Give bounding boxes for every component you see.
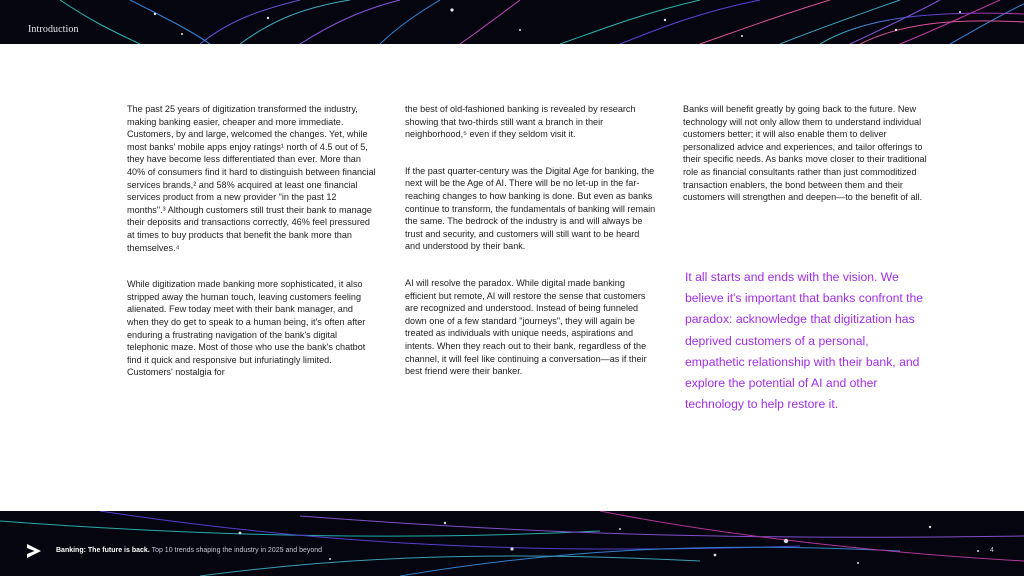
paragraph: the best of old-fashioned banking is revealed by research showing that two-thirds still want a branch in their neighborhood,⁵ even if they seldom visit it. — [405, 104, 636, 140]
body-column-3 — [683, 103, 927, 228]
section-label: Introduction — [28, 24, 79, 35]
body-column-2 — [405, 103, 657, 402]
footer-title — [56, 547, 322, 554]
footer-light-trails — [0, 511, 1024, 576]
paragraph: AI will resolve the paradox. While digital made banking efficient but remote, AI will restore the sense that customers are recognized and understood. Instead of being funneled down one of a few standard "journeys", they will again be treated as individuals with unique needs, aspirations and intents. When they reach out to their bank, regardless of the channel, it will feel like continuing a conversation—as if their best friend were their banker. — [405, 277, 647, 377]
paragraph: If the past quarter-century was the Digital Age for banking, the next will be the Age of AI. There will be no let-up in the far-reaching changes to how banking is done. But even as banks continue to transform, the fundamentals of banking will remain the same. The bedrock of the industry is and will always be trust and security, and customers will still want to be heard and understood by their bank. — [405, 165, 656, 252]
header-band — [0, 0, 1024, 44]
footer-subtitle: Top 10 trends shaping the industry in 2025 and beyond — [151, 547, 323, 554]
body-column-1 — [127, 103, 377, 403]
page-number: 4 — [990, 547, 994, 554]
pull-quote: It all starts and ends with the vision. We believe it's important that banks confront the paradox: acknowledge that digitization has deprived customers of a personal, empathetic relationship with their bank, and explore the potential of AI and other technology to help restore it. — [685, 270, 924, 412]
paragraph: The past 25 years of digitization transformed the industry, making banking easier, cheaper and more immediate. Customers, by and large, welcomed the changes. Yet, while most banks' mobile apps enjoy ratings¹ north of 4.5 out of 5, they have become less differentiated than ever. More than 40% of consumers find it hard to distinguish between financial services brands,² and 58% acquired at least one financial services product from a new provider "in the past 12 months".³ Although customers still trust their bank to manage their deposits and transactions correctly, 46% feel pressured at times to buy products that benefit the bank more than themselves.⁴ — [127, 104, 376, 253]
footer-band — [0, 511, 1024, 576]
greater-than-logo-icon — [24, 541, 44, 561]
paragraph: While digitization made banking more sophisticated, it also stripped away the human touch, leaving customers feeling alienated. Few today meet with their bank manager, and when they do get to speak to a human being, it's often after enduring a frustrating navigation of the bank's digital telephonic maze. Most of those who use the bank's chatbot find it quick and responsive but infuriatingly limited. Customers' nostalgia for — [127, 279, 366, 378]
header-light-trails — [0, 0, 1024, 44]
footer-title-bold: Banking: The future is back. — [56, 547, 150, 554]
paragraph: Banks will benefit greatly by going back to the future. New technology will not only allow them to understand individual customers better; it will also enable them to deliver personalized advice and experiences, and tailor offerings to their specific needs. As banks move closer to their traditional role as financial consultants rather than just commoditized transaction enablers, the bond between them and their customers will strengthen and deepen—to the benefit of all. — [683, 104, 927, 203]
